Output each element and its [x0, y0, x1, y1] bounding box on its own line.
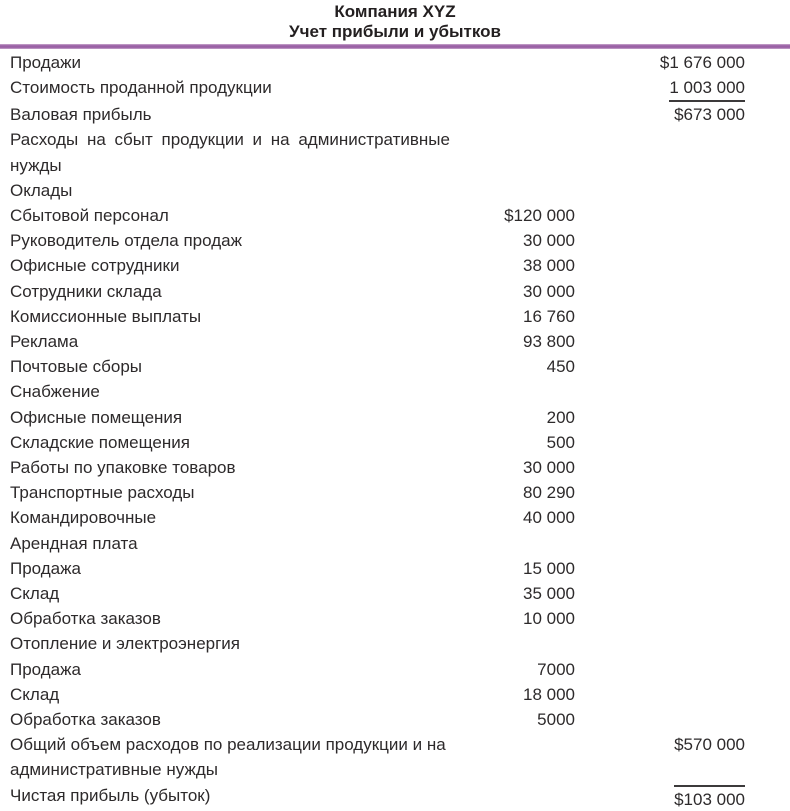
row-label: Склад [10, 584, 60, 604]
mid-amount: $120 000 [504, 206, 575, 226]
row-right-value [575, 75, 745, 102]
row-spacer [745, 279, 790, 304]
row-mid-value [450, 631, 575, 656]
row-spacer [745, 379, 790, 404]
row-label: Арендная плата [10, 533, 138, 553]
row-spacer [745, 304, 790, 329]
table-row [0, 379, 790, 404]
table-row [0, 304, 790, 329]
row-label: Продажи [10, 53, 81, 72]
table-row [0, 279, 790, 304]
table-row [0, 253, 790, 278]
table-row [0, 606, 790, 631]
row-mid-value [450, 606, 575, 631]
row-spacer [745, 50, 790, 75]
row-spacer [745, 405, 790, 430]
table-row [0, 329, 790, 354]
row-spacer [745, 581, 790, 606]
table-row [0, 50, 790, 75]
row-right-value [575, 253, 745, 278]
row-right-value [575, 707, 745, 732]
row-mid-value [450, 279, 575, 304]
row-mid-value [450, 430, 575, 455]
mid-amount: 7000 [537, 659, 575, 679]
row-mid-value [450, 505, 575, 530]
table-row [0, 480, 790, 505]
row-mid-value [450, 354, 575, 379]
table-row [0, 581, 790, 606]
row-spacer [745, 354, 790, 379]
table-row [0, 354, 790, 379]
row-label: Склад [10, 684, 60, 704]
row-label: Сотрудники склада [10, 281, 162, 301]
row-label: Командировочные [10, 508, 157, 528]
row-right-value [575, 102, 745, 127]
row-spacer [745, 228, 790, 253]
row-label: Валовая прибыль [10, 105, 152, 125]
row-spacer [745, 531, 790, 556]
row-spacer [745, 556, 790, 581]
row-right-value [575, 581, 745, 606]
mid-amount: 30 000 [523, 281, 575, 301]
row-mid-value [450, 556, 575, 581]
mid-amount: 15 000 [523, 558, 575, 578]
table-row [0, 682, 790, 707]
mid-amount: 30 000 [523, 231, 575, 251]
row-right-value [575, 203, 745, 228]
table-row [0, 556, 790, 581]
table-row [0, 732, 790, 782]
row-spacer [745, 127, 790, 177]
row-spacer [745, 682, 790, 707]
row-spacer [745, 455, 790, 480]
row-mid-value [450, 455, 575, 480]
row-right-value [575, 50, 745, 75]
row-mid-value [450, 531, 575, 556]
row-label: Снабжение [10, 382, 100, 402]
right-amount: $103 000 [674, 785, 745, 810]
row-mid-value [450, 178, 575, 203]
row-label: Обработка заказов [10, 710, 161, 730]
row-spacer [745, 657, 790, 682]
right-amount: $570 000 [674, 735, 745, 755]
mid-amount: 35 000 [523, 584, 575, 604]
row-spacer [745, 732, 790, 782]
table-row [0, 455, 790, 480]
row-mid-value [450, 228, 575, 253]
row-right-value [575, 682, 745, 707]
mid-amount: 500 [546, 432, 575, 452]
table-row [0, 657, 790, 682]
row-spacer [745, 783, 790, 811]
row-mid-value [450, 379, 575, 404]
row-mid-value [450, 480, 575, 505]
row-right-value [575, 455, 745, 480]
row-right-value [575, 531, 745, 556]
row-mid-value [450, 102, 575, 127]
right-amount: $673 000 [674, 105, 745, 125]
row-mid-value [450, 203, 575, 228]
row-mid-value [450, 329, 575, 354]
row-label: Офисные помещения [10, 407, 183, 427]
table-row [0, 102, 790, 127]
row-right-value [575, 556, 745, 581]
row-right-value [575, 732, 745, 782]
row-right-value [575, 354, 745, 379]
row-mid-value [450, 732, 575, 782]
table-row [0, 228, 790, 253]
row-label: Стоимость проданной продукции [10, 78, 272, 98]
mid-amount: 10 000 [523, 609, 575, 629]
table-row [0, 203, 790, 228]
row-spacer [745, 329, 790, 354]
row-right-value [575, 430, 745, 455]
row-label: Общий объем расходов по реализации продукции и на административные нужды [10, 735, 446, 780]
mid-amount: 450 [546, 357, 575, 377]
row-mid-value [450, 253, 575, 278]
right-amount: 1 003 000 [669, 76, 745, 102]
row-spacer [745, 178, 790, 203]
mid-amount: 80 290 [523, 483, 575, 503]
row-right-value [575, 606, 745, 631]
row-mid-value [450, 581, 575, 606]
right-amount: $1 676 000 [659, 53, 745, 72]
row-label: Офисные сотрудники [10, 256, 180, 276]
mid-amount: 200 [546, 407, 575, 427]
mid-amount: 5000 [537, 710, 575, 730]
row-mid-value [450, 75, 575, 102]
table-row [0, 178, 790, 203]
row-right-value [575, 405, 745, 430]
table-row [0, 707, 790, 732]
row-spacer [745, 102, 790, 127]
row-label: Транспортные расходы [10, 483, 195, 503]
table-row [0, 631, 790, 656]
row-label: Почтовые сборы [10, 357, 142, 377]
document-header [0, 0, 790, 42]
row-right-value [575, 505, 745, 530]
row-label: Отопление и электроэнергия [10, 634, 241, 654]
table-row [0, 405, 790, 430]
row-label: Продажа [10, 558, 81, 578]
row-mid-value [450, 405, 575, 430]
table-row [0, 75, 790, 102]
row-label: Руководитель отдела продаж [10, 231, 242, 251]
row-right-value [575, 480, 745, 505]
row-spacer [745, 75, 790, 102]
row-right-value [575, 178, 745, 203]
row-label: Работы по упаковке товаров [10, 458, 236, 478]
row-mid-value [450, 657, 575, 682]
row-right-value [575, 304, 745, 329]
row-spacer [745, 631, 790, 656]
row-label: Сбытовой персонал [10, 206, 169, 226]
row-right-value [575, 379, 745, 404]
row-spacer [745, 203, 790, 228]
row-right-value [575, 783, 745, 811]
row-mid-value [450, 707, 575, 732]
table-row [0, 127, 790, 177]
row-spacer [745, 253, 790, 278]
row-spacer [745, 606, 790, 631]
row-mid-value [450, 304, 575, 329]
top-divider-rule [0, 44, 790, 49]
row-label: Оклады [10, 180, 73, 200]
income-statement-table [0, 50, 790, 811]
mid-amount: 40 000 [523, 508, 575, 528]
statement-rows [0, 50, 790, 811]
table-row [0, 430, 790, 455]
row-right-value [575, 329, 745, 354]
row-label: Комиссионные выплаты [10, 306, 202, 326]
table-row [0, 783, 790, 811]
row-right-value [575, 279, 745, 304]
row-label: Складские помещения [10, 432, 190, 452]
row-mid-value [450, 50, 575, 75]
row-spacer [745, 707, 790, 732]
mid-amount: 93 800 [523, 332, 575, 352]
row-spacer [745, 505, 790, 530]
row-label: Чистая прибыль (убыток) [10, 785, 211, 805]
mid-amount: 38 000 [523, 256, 575, 276]
table-row [0, 505, 790, 530]
mid-amount: 16 760 [523, 306, 575, 326]
row-spacer [745, 480, 790, 505]
row-label: Продажа [10, 659, 81, 679]
mid-amount: 18 000 [523, 684, 575, 704]
company-title: Компания XYZ [334, 2, 456, 21]
row-mid-value [450, 127, 575, 177]
row-label: Расходы на сбыт продукции и на административные нужды [10, 130, 450, 175]
row-mid-value [450, 682, 575, 707]
mid-amount: 30 000 [523, 458, 575, 478]
table-row [0, 531, 790, 556]
row-mid-value [450, 783, 575, 811]
row-spacer [745, 430, 790, 455]
row-right-value [575, 631, 745, 656]
row-right-value [575, 228, 745, 253]
statement-title: Учет прибыли и убытков [289, 22, 501, 41]
row-label: Реклама [10, 332, 79, 352]
row-label: Обработка заказов [10, 609, 161, 629]
row-right-value [575, 127, 745, 177]
row-right-value [575, 657, 745, 682]
